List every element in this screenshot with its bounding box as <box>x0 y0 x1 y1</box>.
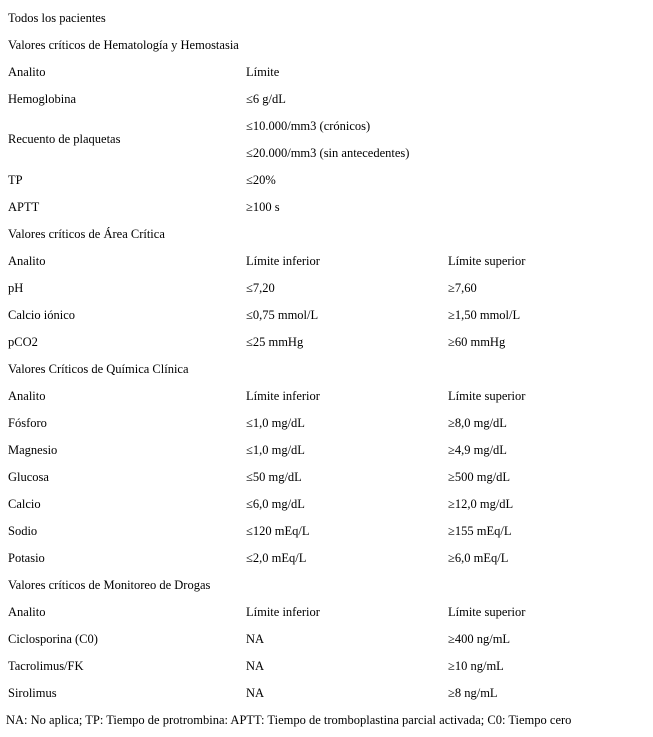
clinical-chemistry-header-row <box>0 383 653 410</box>
table-row <box>0 518 653 545</box>
analyte-name: pH <box>8 281 24 295</box>
upper-limit: ≥8 ng/mL <box>448 686 498 700</box>
upper-limit: ≥6,0 mEq/L <box>448 551 509 565</box>
analyte-name: Calcio <box>8 497 41 511</box>
analyte-name: Sodio <box>8 524 38 538</box>
drug-monitoring-heading: Valores críticos de Monitoreo de Drogas <box>8 578 211 592</box>
limit-value: ≤10.000/mm3 (crónicos) <box>246 119 371 133</box>
column-header-analito: Analito <box>8 389 46 403</box>
drug-monitoring-heading-row <box>0 572 653 599</box>
critical-area-header-row <box>0 248 653 275</box>
upper-limit: ≥155 mEq/L <box>448 524 512 538</box>
upper-limit: ≥4,9 mg/dL <box>448 443 507 457</box>
table-row <box>0 680 653 707</box>
table-row <box>0 626 653 653</box>
analyte-name: Calcio iónico <box>8 308 75 322</box>
analyte-name: Tacrolimus/FK <box>8 659 84 673</box>
upper-limit: ≥12,0 mg/dL <box>448 497 514 511</box>
analyte-name: TP <box>8 173 23 187</box>
analyte-name: Hemoglobina <box>8 92 77 106</box>
upper-limit: ≥500 mg/dL <box>448 470 511 484</box>
column-header-lower-limit: Límite inferior <box>246 389 320 403</box>
lower-limit: ≤6,0 mg/dL <box>246 497 305 511</box>
upper-limit: ≥60 mmHg <box>448 335 506 349</box>
critical-area-heading-row <box>0 221 653 248</box>
lower-limit: ≤2,0 mEq/L <box>246 551 307 565</box>
upper-limit: ≥10 ng/mL <box>448 659 504 673</box>
lower-limit: ≤1,0 mg/dL <box>246 443 305 457</box>
hematology-heading-row <box>0 32 653 59</box>
column-header-analito: Analito <box>8 605 46 619</box>
table-row <box>0 167 653 194</box>
column-header-analito: Analito <box>8 254 46 268</box>
lower-limit: ≤25 mmHg <box>246 335 304 349</box>
column-header-analito: Analito <box>8 65 46 79</box>
table-row <box>0 410 653 437</box>
upper-limit: ≥7,60 <box>448 281 477 295</box>
clinical-chemistry-heading-row <box>0 356 653 383</box>
analyte-name: Glucosa <box>8 470 49 484</box>
analyte-name: Potasio <box>8 551 45 565</box>
footnote-row <box>0 707 653 734</box>
table-row <box>0 545 653 572</box>
critical-area-heading: Valores críticos de Área Crítica <box>8 227 165 241</box>
table-row <box>0 464 653 491</box>
table-row <box>0 302 653 329</box>
table-row <box>0 329 653 356</box>
page-title-row <box>0 5 653 32</box>
analyte-name: Sirolimus <box>8 686 57 700</box>
analyte-name: Recuento de plaquetas <box>8 132 121 146</box>
footnote: NA: No aplica; TP: Tiempo de protrombina: APTT: Tiempo de tromboplastina parcial activada; C0: Tiempo cero <box>6 713 572 727</box>
column-header-limite: Límite <box>246 65 280 79</box>
hematology-header-row <box>0 59 653 86</box>
lower-limit: ≤1,0 mg/dL <box>246 416 305 430</box>
analyte-name: pCO2 <box>8 335 38 349</box>
upper-limit: ≥8,0 mg/dL <box>448 416 507 430</box>
limit-value-secondary: ≤20.000/mm3 (sin antecedentes) <box>246 146 410 160</box>
column-header-upper-limit: Límite superior <box>448 605 526 619</box>
page-title: Todos los pacientes <box>8 11 106 25</box>
table-row <box>0 437 653 464</box>
column-header-upper-limit: Límite superior <box>448 254 526 268</box>
limit-value: ≤6 g/dL <box>246 92 286 106</box>
lower-limit: ≤120 mEq/L <box>246 524 310 538</box>
limit-value: ≥100 s <box>246 200 280 214</box>
lower-limit: ≤7,20 <box>246 281 275 295</box>
analyte-name: Ciclosporina (C0) <box>8 632 98 646</box>
table-row <box>0 275 653 302</box>
table-row <box>0 194 653 221</box>
table-row <box>0 653 653 680</box>
hematology-heading: Valores críticos de Hematología y Hemostasia <box>8 38 239 52</box>
analyte-name: Magnesio <box>8 443 58 457</box>
column-header-upper-limit: Límite superior <box>448 389 526 403</box>
lower-limit: NA <box>246 632 265 646</box>
drug-monitoring-header-row <box>0 599 653 626</box>
lower-limit: NA <box>246 686 265 700</box>
clinical-chemistry-heading: Valores Críticos de Química Clínica <box>8 362 189 376</box>
column-header-lower-limit: Límite inferior <box>246 605 320 619</box>
upper-limit: ≥400 ng/mL <box>448 632 511 646</box>
analyte-name: APTT <box>8 200 40 214</box>
lower-limit: ≤0,75 mmol/L <box>246 308 319 322</box>
limit-value: ≤20% <box>246 173 276 187</box>
column-header-lower-limit: Límite inferior <box>246 254 320 268</box>
table-row <box>0 113 653 167</box>
upper-limit: ≥1,50 mmol/L <box>448 308 521 322</box>
table-row <box>0 86 653 113</box>
lower-limit: NA <box>246 659 265 673</box>
lower-limit: ≤50 mg/dL <box>246 470 302 484</box>
analyte-name: Fósforo <box>8 416 47 430</box>
table-row <box>0 491 653 518</box>
